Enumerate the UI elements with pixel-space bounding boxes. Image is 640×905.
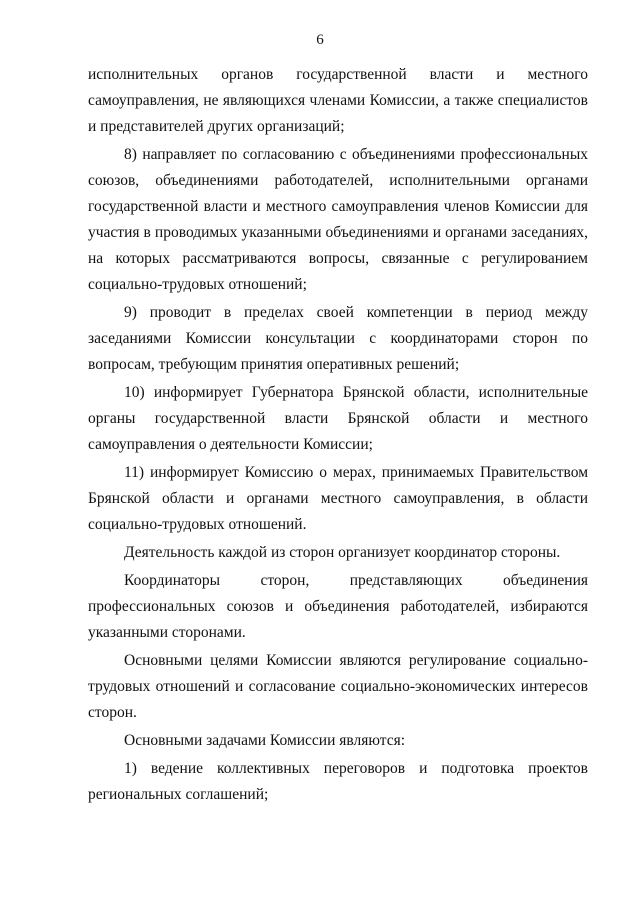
paragraph-item-11: 11) информирует Комиссию о мерах, принимаемых Правительством Брянской области и органами местного самоуправления, в области социально-трудовых отношений. [88, 464, 588, 533]
paragraph-item-9: 9) проводит в пределах своей компетенции в период между заседаниями Комиссии консультации с координаторами сторон по вопросам, требующим принятия оперативных решений; [88, 304, 588, 373]
paragraph-main-tasks-heading: Основными задачами Комиссии являются: [124, 732, 406, 749]
paragraph-item-8: 8) направляет по согласованию с объединениями профессиональных союзов, объединениями работодателей, исполнительными органами государственной власти и местного самоуправления членов Комиссии для участия в проводимых указанными объединениями и органами заседаниях, на которых рассматриваются вопросы, связанные с регулированием социально-трудовых отношений; [88, 146, 588, 293]
paragraph-main-goals: Основными целями Комиссии являются регулирование социально-трудовых отношений и согласование социально-экономических интересов сторон. [88, 652, 588, 721]
paragraph-coordinator: Деятельность каждой из сторон организует координатор стороны. [124, 544, 561, 561]
document-body [88, 62, 588, 810]
paragraph-coordinators-election: Координаторы сторон, представляющих объединения профессиональных союзов и объединения работодателей, избираются указанными сторонами. [88, 572, 588, 641]
paragraph-task-1: 1) ведение коллективных переговоров и подготовка проектов региональных соглашений; [88, 760, 588, 803]
paragraph-continued: исполнительных органов государственной власти и местного самоуправления, не являющихся членами Комиссии, а также специалистов и представителей других организаций; [88, 66, 588, 135]
paragraph-item-10: 10) информирует Губернатора Брянской области, исполнительные органы государственной власти Брянской области и местного самоуправления о деятельности Комиссии; [88, 384, 588, 453]
page-number: 6 [316, 32, 324, 48]
